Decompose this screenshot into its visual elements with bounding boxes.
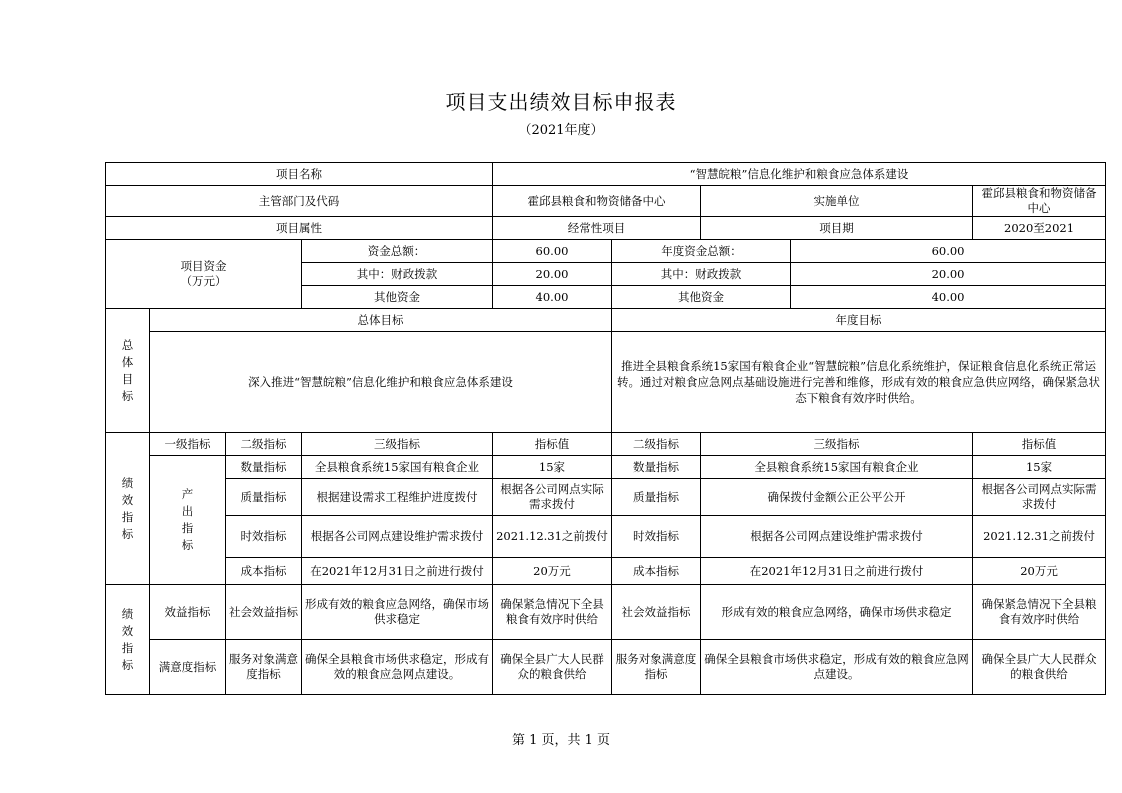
row-attribute: [106, 217, 1106, 240]
cell-value-annual: 15家: [973, 456, 1106, 479]
label-implementer: 实施单位: [701, 186, 973, 217]
table-row: [106, 585, 1106, 640]
cell-level2-annual: 质量指标: [612, 479, 701, 516]
table-row: [106, 640, 1106, 695]
cell-level2-annual: 服务对象满意度指标: [612, 640, 701, 695]
text-annual-goal: 推进全县粮食系统15家国有粮食企业“智慧皖粮”信息化系统维护，保证粮食信息化系统正常运转。通过对粮食应急网点基础设施进行完善和维修，形成有效的粮食应急供应网络，确保紧急状态下粮食有效序时供给。: [612, 332, 1106, 433]
value-attribute: 经常性项目: [493, 217, 701, 240]
label-attribute: 项目属性: [106, 217, 493, 240]
label-indicators-side-2: 绩效指标: [106, 585, 150, 695]
row-goals-header: [106, 309, 1106, 332]
header-annual-goal: 年度目标: [612, 309, 1106, 332]
cell-level2: 质量指标: [226, 479, 302, 516]
header-level3-annual: 三级指标: [701, 433, 973, 456]
label-benefit-indicators: 效益指标: [150, 585, 226, 640]
row-department: [106, 186, 1106, 217]
table-row: [106, 456, 1106, 479]
header-value: 指标值: [493, 433, 612, 456]
label-project-name: 项目名称: [106, 163, 493, 186]
label-indicators-side: 绩效指标: [106, 433, 150, 585]
cell-value: 2021.12.31之前拨付: [493, 516, 612, 558]
page-subtitle: （2021年度）: [518, 123, 604, 138]
value-implementer: 霍邱县粮食和物资储备中心: [973, 186, 1106, 217]
cell-level3-annual: 确保全县粮食市场供求稳定，形成有效的粮食应急网点建设。: [701, 640, 973, 695]
cell-level3-annual: 根据各公司网点建设维护需求拨付: [701, 516, 973, 558]
cell-level3-annual: 形成有效的粮食应急网络，确保市场供求稳定: [701, 585, 973, 640]
label-funds-other: 其他资金: [302, 286, 493, 309]
value-period: 2020至2021: [973, 217, 1106, 240]
label-funds-fiscal: 其中：财政拨款: [302, 263, 493, 286]
page-footer: 第 1 页，共 1 页: [511, 733, 611, 748]
row-goals-text: [106, 332, 1106, 433]
value-project-name: “智慧皖粮”信息化维护和粮食应急体系建设: [493, 163, 1106, 186]
value-funds-other: 40.00: [493, 286, 612, 309]
cell-level2: 服务对象满意度指标: [226, 640, 302, 695]
performance-table: [105, 162, 1106, 695]
label-funds: 项目资金 （万元）: [106, 240, 302, 309]
cell-value-annual: 根据各公司网点实际需求拨付: [973, 479, 1106, 516]
table-row: [106, 479, 1106, 516]
label-annual-fiscal: 其中：财政拨款: [612, 263, 791, 286]
cell-level3-annual: 在2021年12月31日之前进行拨付: [701, 558, 973, 585]
header-level2-annual: 二级指标: [612, 433, 701, 456]
cell-value-annual: 确保紧急情况下全县粮食有效序时供给: [973, 585, 1106, 640]
cell-level3: 形成有效的粮食应急网络，确保市场供求稳定: [302, 585, 493, 640]
label-output-indicators: 产出指标: [150, 456, 226, 585]
header-overall-goal: 总体目标: [150, 309, 612, 332]
label-satisfaction-indicators: 满意度指标: [150, 640, 226, 695]
value-funds-total: 60.00: [493, 240, 612, 263]
cell-level3: 根据各公司网点建设维护需求拨付: [302, 516, 493, 558]
row-funds-total: [106, 240, 1106, 263]
header-level3: 三级指标: [302, 433, 493, 456]
cell-level2-annual: 成本指标: [612, 558, 701, 585]
value-annual-other: 40.00: [791, 286, 1106, 309]
cell-value-annual: 2021.12.31之前拨付: [973, 516, 1106, 558]
label-department: 主管部门及代码: [106, 186, 493, 217]
cell-level2-annual: 社会效益指标: [612, 585, 701, 640]
cell-value: 确保紧急情况下全县粮食有效序时供给: [493, 585, 612, 640]
cell-level3-annual: 全县粮食系统15家国有粮食企业: [701, 456, 973, 479]
value-funds-fiscal: 20.00: [493, 263, 612, 286]
cell-level2-annual: 数量指标: [612, 456, 701, 479]
row-indicator-header: [106, 433, 1106, 456]
cell-level3: 确保全县粮食市场供求稳定，形成有效的粮食应急网点建设。: [302, 640, 493, 695]
cell-level2-annual: 时效指标: [612, 516, 701, 558]
cell-value: 15家: [493, 456, 612, 479]
cell-value-annual: 20万元: [973, 558, 1106, 585]
cell-value: 20万元: [493, 558, 612, 585]
cell-level2: 社会效益指标: [226, 585, 302, 640]
cell-value: 确保全县广大人民群众的粮食供给: [493, 640, 612, 695]
text-overall-goal: 深入推进“智慧皖粮”信息化维护和粮食应急体系建设: [150, 332, 612, 433]
cell-level2: 成本指标: [226, 558, 302, 585]
cell-level3-annual: 确保拨付金额公正公平公开: [701, 479, 973, 516]
table-row: [106, 558, 1106, 585]
header-level1: 一级指标: [150, 433, 226, 456]
cell-value: 根据各公司网点实际需求拨付: [493, 479, 612, 516]
page-title: 项目支出绩效目标申报表: [445, 90, 677, 114]
cell-level3: 根据建设需求工程维护进度拨付: [302, 479, 493, 516]
label-goals-side: 总体目标: [106, 309, 150, 433]
row-project-name: [106, 163, 1106, 186]
cell-level3: 在2021年12月31日之前进行拨付: [302, 558, 493, 585]
label-funds-total: 资金总额：: [302, 240, 493, 263]
value-annual-total: 60.00: [791, 240, 1106, 263]
header-value-annual: 指标值: [973, 433, 1106, 456]
label-annual-other: 其他资金: [612, 286, 791, 309]
cell-value-annual: 确保全县广大人民群众的粮食供给: [973, 640, 1106, 695]
table-row: [106, 516, 1106, 558]
value-annual-fiscal: 20.00: [791, 263, 1106, 286]
cell-level3: 全县粮食系统15家国有粮食企业: [302, 456, 493, 479]
value-department: 霍邱县粮食和物资储备中心: [493, 186, 701, 217]
header-level2: 二级指标: [226, 433, 302, 456]
label-annual-total: 年度资金总额：: [612, 240, 791, 263]
label-period: 项目期: [701, 217, 973, 240]
cell-level2: 时效指标: [226, 516, 302, 558]
cell-level2: 数量指标: [226, 456, 302, 479]
